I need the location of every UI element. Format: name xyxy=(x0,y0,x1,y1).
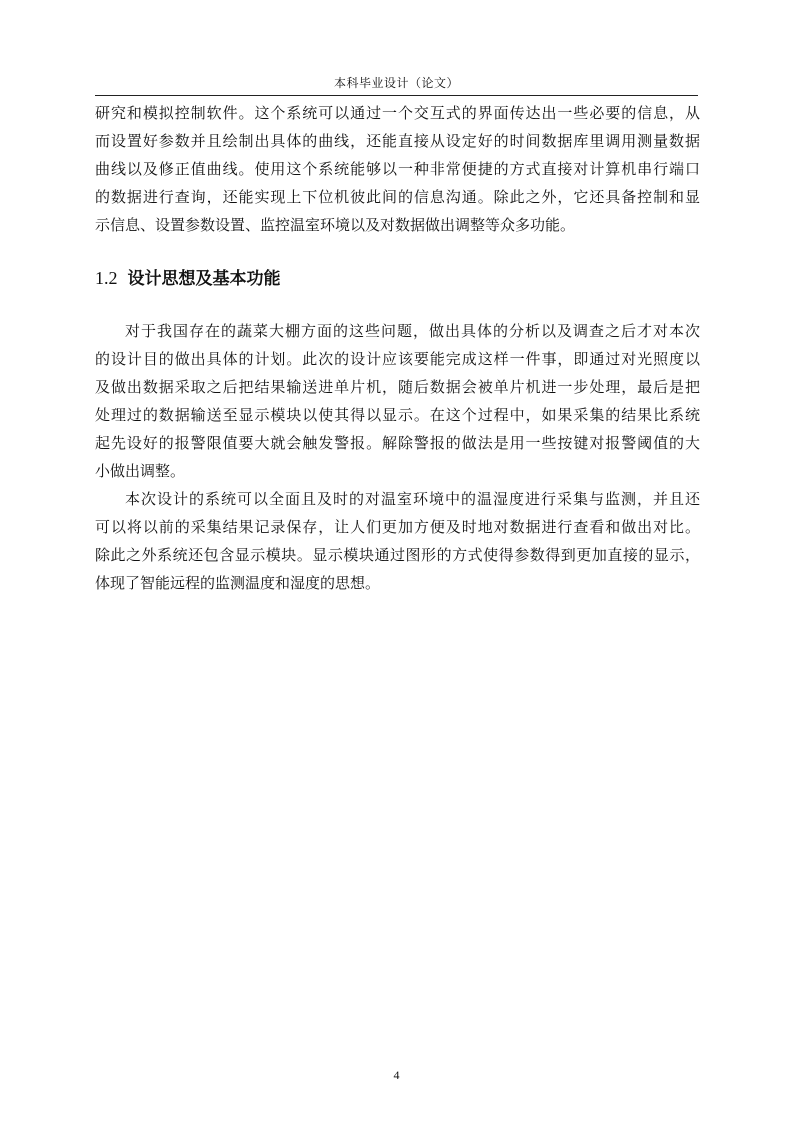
paragraph-system-overview xyxy=(95,485,700,597)
paragraph-line: 研究和模拟控制软件。这个系统可以通过一个交互式的界面传达出一些必要的信息，从 xyxy=(95,104,700,122)
section-number: 1.2 xyxy=(95,268,118,288)
paragraph-line: 除此之外系统还包含显示模块。显示模块通过图形的方式使得参数得到更加直接的显示， xyxy=(95,546,700,564)
page-number: 4 xyxy=(393,1068,400,1082)
section-heading xyxy=(95,266,281,291)
intro-paragraph xyxy=(95,99,700,239)
paragraph-line: 的数据进行查询，还能实现上下位机彼此间的信息沟通。除此之外，它还具备控制和显 xyxy=(95,188,700,206)
paragraph-line: 示信息、设置参数设置、监控温室环境以及对数据做出调整等众多功能。 xyxy=(95,216,576,234)
paragraph-line: 起先设好的报警限值要大就会触发警报。解除警报的做法是用一些按键对报警阈值的大 xyxy=(95,434,700,452)
paragraph-line: 及做出数据采取之后把结果输送进单片机，随后数据会被单片机进一步处理，最后是把 xyxy=(95,378,700,396)
section-title: 设计思想及基本功能 xyxy=(127,269,281,289)
header-rule xyxy=(95,95,698,96)
paragraph-line: 可以将以前的采集结果记录保存，让人们更加方便及时地对数据进行查看和做出对比。 xyxy=(95,518,700,536)
paragraph-line: 小做出调整。 xyxy=(95,462,186,480)
paragraph-line: 体现了智能远程的监测温度和湿度的思想。 xyxy=(95,574,381,592)
paragraph-line: 对于我国存在的蔬菜大棚方面的这些问题，做出具体的分析以及调查之后才对本次 xyxy=(125,322,700,340)
paragraph-line: 曲线以及修正值曲线。使用这个系统能够以一种非常便捷的方式直接对计算机串行端口 xyxy=(95,160,700,178)
paragraph-line: 的设计目的做出具体的计划。此次的设计应该要能完成这样一件事，即通过对光照度以 xyxy=(95,350,700,368)
running-header: 本科毕业设计（论文） xyxy=(333,76,459,90)
paragraph-line: 处理过的数据输送至显示模块以使其得以显示。在这个过程中，如果采集的结果比系统 xyxy=(95,406,700,424)
paragraph-line: 本次设计的系统可以全面且及时的对温室环境中的温湿度进行采集与监测，并且还 xyxy=(125,490,700,508)
paragraph-design-purpose xyxy=(95,317,700,485)
paragraph-line: 而设置好参数并且绘制出具体的曲线，还能直接从设定好的时间数据库里调用测量数据 xyxy=(95,132,700,150)
